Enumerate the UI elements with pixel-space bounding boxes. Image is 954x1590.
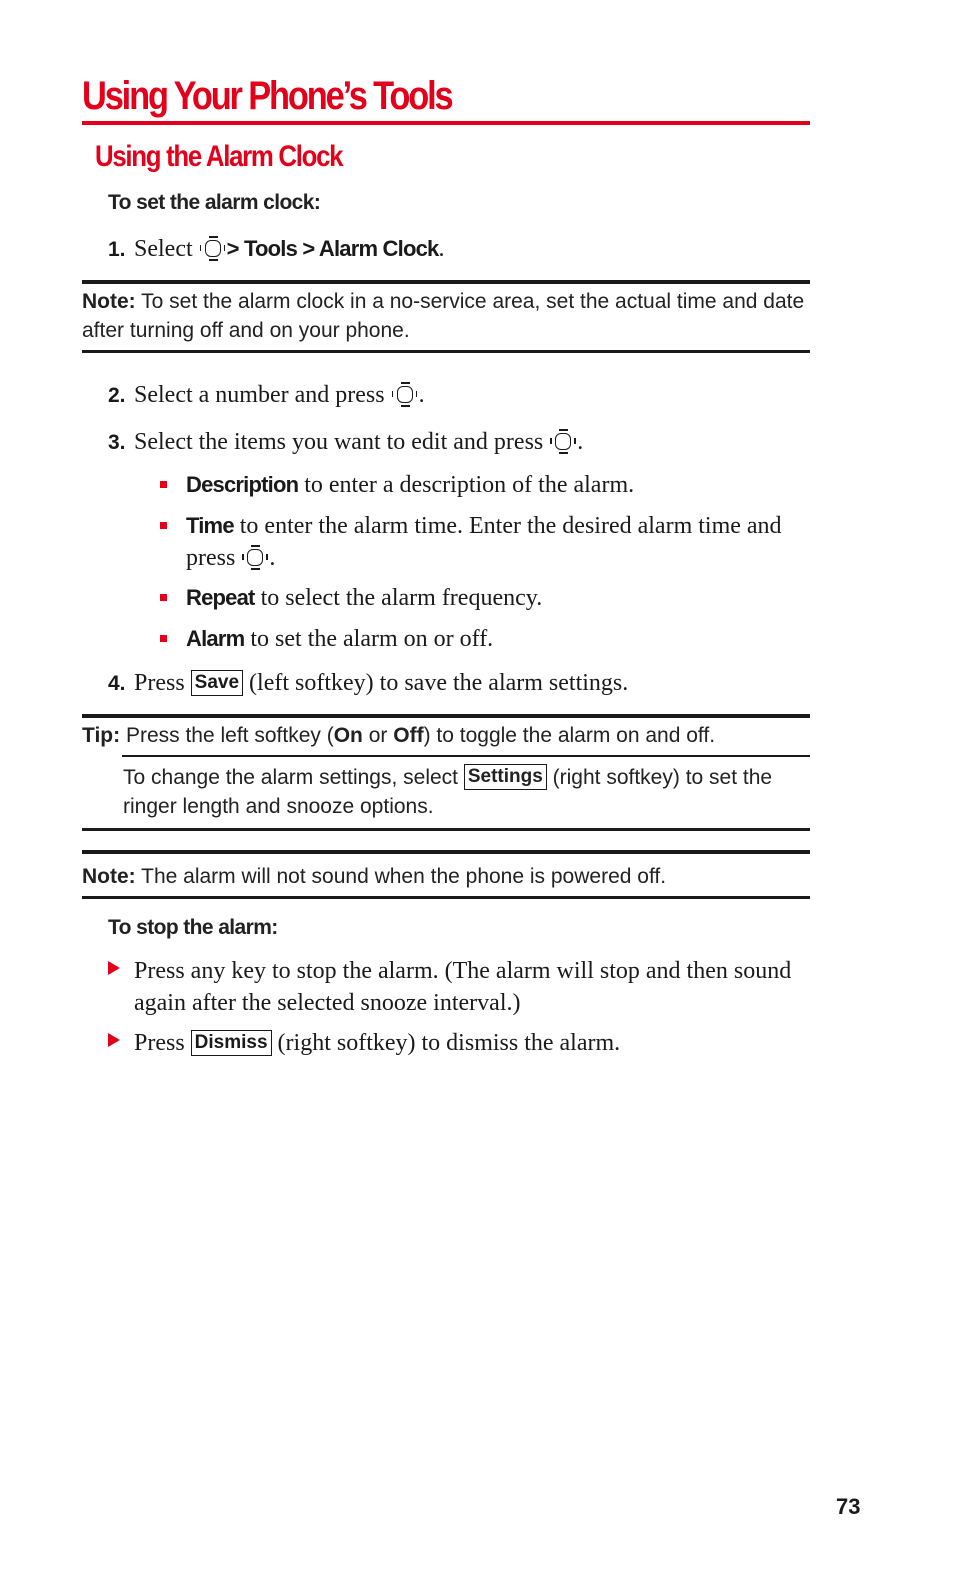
note-label: Note: (82, 865, 136, 888)
note-label: Note: (82, 290, 136, 313)
tip-off: Off (393, 724, 424, 747)
option-term: Description (186, 472, 299, 497)
step-number: 2. (108, 384, 126, 407)
step-number: 4. (108, 672, 126, 695)
stop-item-text: Press (134, 1030, 185, 1056)
arrow-bullet-icon (108, 961, 120, 975)
step-suffix: . (438, 236, 445, 262)
step-1 (108, 236, 445, 263)
step-3 (108, 429, 584, 456)
step-text: Press (134, 670, 185, 696)
tip-bottom-rule (82, 828, 810, 831)
note2-top-rule (82, 850, 810, 854)
option-text: to set the alarm on or off. (250, 626, 494, 652)
option-term: Time (186, 513, 234, 538)
step-text: Select a number and press (134, 382, 385, 408)
stop-item-text: Press any key to stop the alarm. (The alarm will stop and then sound again after the selected snooze interval.) (134, 958, 792, 1016)
menu-ok-key-icon (200, 237, 226, 261)
option-text: to select the alarm frequency. (260, 585, 543, 611)
option-suffix: . (269, 545, 276, 571)
stop-alarm-heading: To stop the alarm: (108, 916, 278, 939)
note-text: To set the alarm clock in a no-service area, set the actual time and date after turning off and on your phone. (82, 290, 805, 342)
save-softkey-label: Save (191, 670, 243, 696)
step-2 (108, 382, 425, 409)
tip-line-2 (123, 763, 803, 821)
step-4 (108, 670, 629, 697)
tip-line2-text: To change the alarm settings, select (123, 766, 459, 789)
arrow-bullet-icon (108, 1033, 120, 1047)
step-text: Select the items you want to edit and press (134, 429, 544, 455)
note-powered-off (82, 862, 810, 891)
tip-label: Tip: (82, 724, 121, 747)
note-text: The alarm will not sound when the phone is powered off. (141, 865, 667, 888)
note-top-rule (82, 280, 810, 284)
note-no-service (82, 287, 810, 345)
tip-text-end: ) to toggle the alarm on and off. (423, 724, 716, 747)
settings-softkey-label: Settings (464, 764, 547, 790)
chapter-title: Using Your Phone’s Tools (82, 74, 452, 118)
note2-bottom-rule (82, 896, 810, 899)
menu-ok-key-icon (392, 383, 418, 407)
chapter-rule (82, 121, 810, 125)
page-number: 73 (836, 1494, 861, 1519)
set-alarm-heading: To set the alarm clock: (108, 191, 321, 214)
tip-or: or (368, 724, 388, 747)
menu-ok-key-icon (242, 546, 268, 570)
step-number: 3. (108, 431, 126, 454)
step-suffix: . (418, 382, 425, 408)
stop-item-suffix: (right softkey) to dismiss the alarm. (277, 1030, 621, 1056)
tip-line2-suffix: (right softkey) to set the ringer length and snooze options. (123, 766, 773, 818)
dismiss-softkey-label: Dismiss (191, 1030, 272, 1056)
option-term: Repeat (186, 585, 255, 610)
bullet-square-icon (160, 522, 167, 529)
tip-top-rule (82, 714, 810, 718)
menu-path: > Tools > Alarm Clock (226, 236, 439, 261)
bullet-square-icon (160, 481, 167, 488)
bullet-square-icon (160, 635, 167, 642)
option-text: to enter a description of the alarm. (304, 472, 635, 498)
option-text: to enter the alarm time. Enter the desired alarm time and press (186, 513, 782, 571)
menu-ok-key-icon (550, 430, 576, 454)
step-suffix: . (577, 429, 584, 455)
option-term: Alarm (186, 626, 245, 651)
note-bottom-rule (82, 350, 810, 353)
bullet-square-icon (160, 594, 167, 601)
step-suffix: (left softkey) to save the alarm settings. (249, 670, 629, 696)
tip-on: On (333, 724, 363, 747)
tip-line-1 (82, 721, 810, 750)
section-title: Using the Alarm Clock (95, 140, 343, 173)
step-number: 1. (108, 238, 126, 261)
tip-divider (122, 755, 810, 757)
step-text: Select (134, 236, 193, 262)
tip-text: Press the left softkey ( (125, 724, 334, 747)
